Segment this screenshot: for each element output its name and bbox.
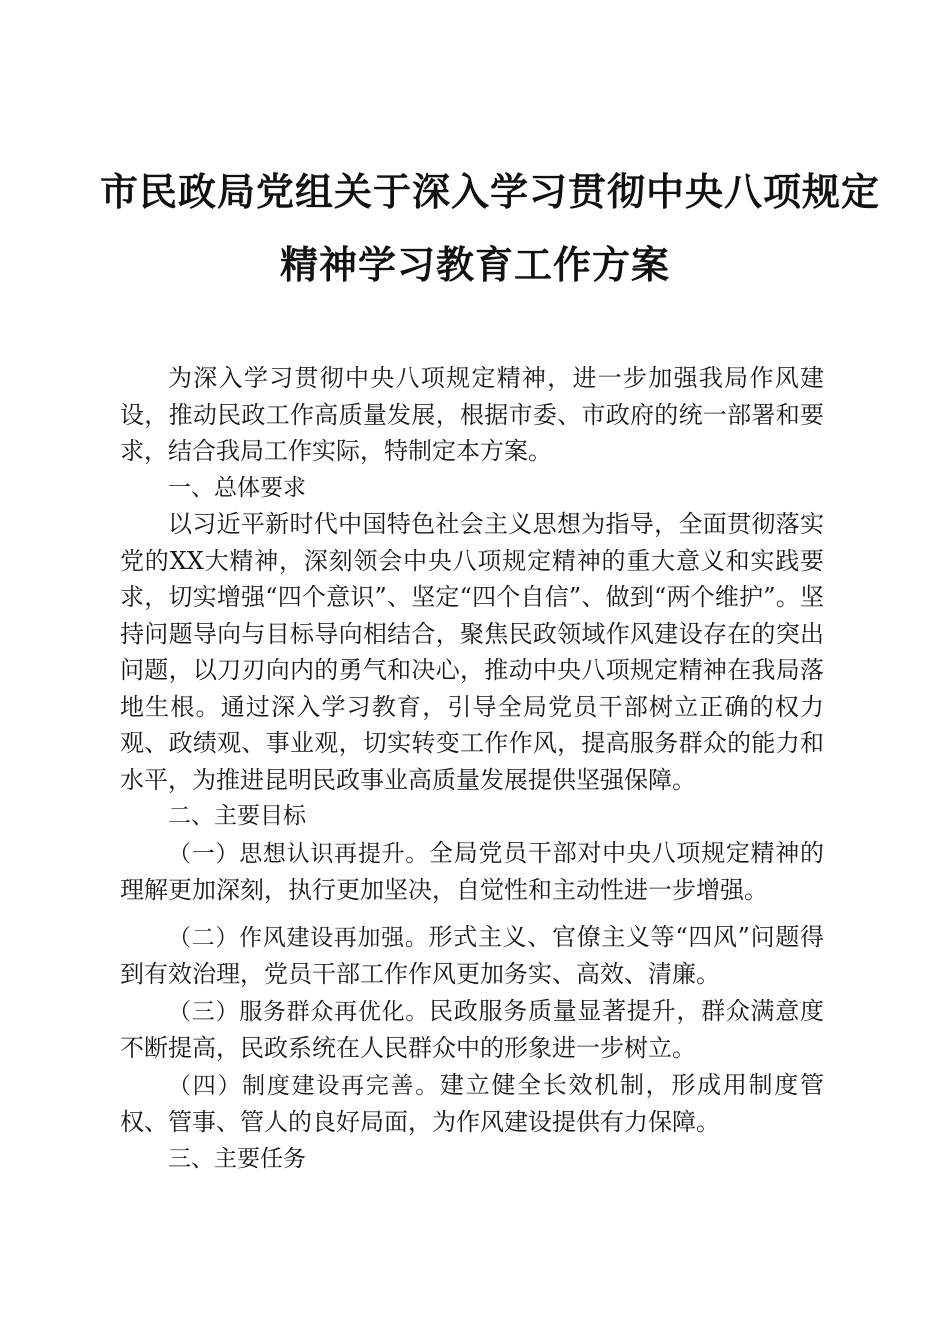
goal-heading-1: （一）思想认识再提升。 (168, 840, 430, 867)
section-heading-main-tasks: 三、主要任务 (168, 1145, 306, 1172)
goal-paragraph-3 (120, 993, 824, 1067)
goal-text-2: 形式主义、官僚主义等“四风”问题得到有效治理，党员干部工作作风更加务实、高效、清廉。 (120, 922, 825, 988)
goal-text-3: 民政服务质量显著提升，群众满意度不断提高，民政系统在人民群众中的形象进一步树立。 (120, 996, 825, 1062)
goal-text-4: 建立健全长效机制，形成用制度管权、管事、管人的良好局面，为作风建设提供有力保障。 (120, 1070, 825, 1136)
intro-paragraph: 为深入学习贯彻中央八项规定精神，进一步加强我局作风建设，推动民政工作高质量发展，根据市委、市政府的统一部署和要求，结合我局工作实际，特制定本方案。 (120, 364, 824, 465)
section-heading-general-requirements: 一、总体要求 (168, 474, 306, 501)
document-title-line-1: 市民政局党组关于深入学习贯彻中央八项规定 (100, 169, 881, 214)
goal-heading-3: （三）服务群众再优化。 (168, 998, 430, 1025)
document-title-line-2: 精神学习教育工作方案 (279, 242, 670, 287)
general-requirements-paragraph: 以习近平新时代中国特色社会主义思想为指导，全面贯彻落实党的XX大精神，深刻领会中央八项规定精神的重大意义和实践要求，切实增强“四个意识”、坚定“四个自信”、做到“两个维护”。坚持问题导向与目标导向相结合，聚焦民政领域作风建设存在的突出问题，以刀刃向内的勇气和决心，推动中央八项规定精神在我局落地生根。通过深入学习教育，引导全局党员干部树立正确的权力观、政绩观、事业观，切实转变工作作风，提高服务群众的能力和水平，为推进昆明民政事业高质量发展提供坚强保障。 (120, 510, 824, 794)
goal-heading-2: （二）作风建设再加强。 (168, 924, 429, 951)
goal-paragraph-1 (120, 835, 824, 909)
goal-paragraph-2 (120, 919, 824, 993)
section-heading-main-goals: 二、主要目标 (168, 803, 306, 829)
paragraph-gap (120, 909, 824, 919)
goal-paragraph-4 (120, 1067, 824, 1141)
goal-text-1: 全局党员干部对中央八项规定精神的理解更加深刻，执行更加坚决，自觉性和主动性进一步增强。 (120, 838, 825, 904)
goal-heading-4: （四）制度建设再完善。 (168, 1072, 440, 1099)
document-body (120, 360, 824, 1177)
